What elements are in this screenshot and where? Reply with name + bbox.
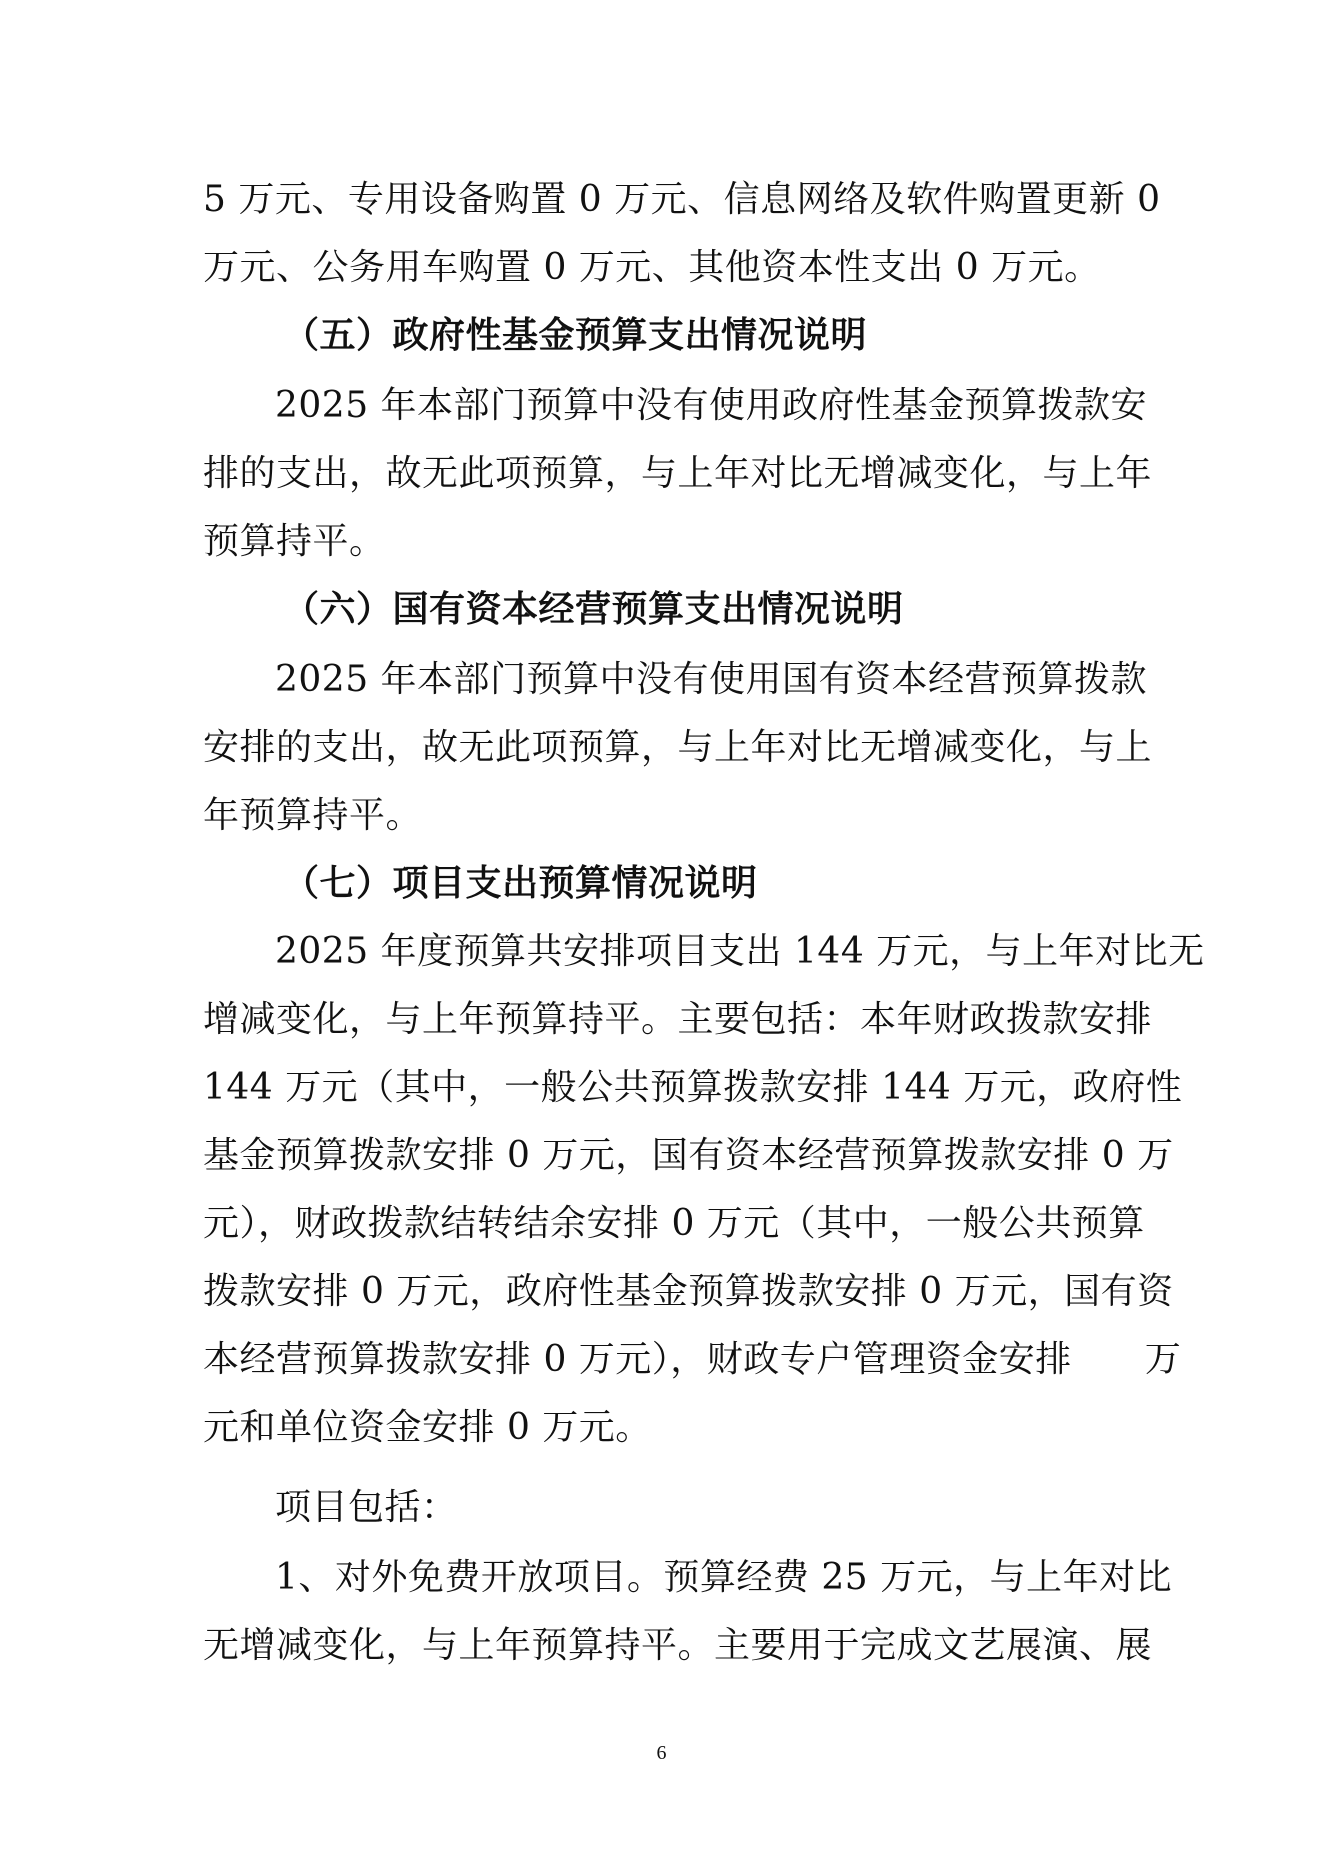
body-text-line: 排的支出，故无此项预算，与上年对比无增减变化，与上年 [203, 453, 1153, 494]
body-text-line: 2025 年本部门预算中没有使用政府性基金预算拨款安 [275, 385, 1148, 426]
body-text-line: 预算持平。 [203, 521, 386, 562]
body-text-line: 项目包括： [275, 1487, 458, 1528]
body-text-line: 5 万元、专用设备购置 0 万元、信息网络及软件购置更新 0 [203, 179, 1161, 220]
body-text-line: 元和单位资金安排 0 万元。 [203, 1407, 652, 1448]
body-text-line: 元），财政拨款结转结余安排 0 万元（其中，一般公共预算 [203, 1203, 1145, 1244]
body-text-line: 基金预算拨款安排 0 万元，国有资本经营预算拨款安排 0 万 [203, 1135, 1174, 1176]
body-text-line: 144 万元（其中，一般公共预算拨款安排 144 万元，政府性 [203, 1067, 1183, 1108]
body-text-line: 安排的支出，故无此项预算，与上年对比无增减变化，与上 [203, 727, 1153, 768]
body-text-line: 本经营预算拨款安排 0 万元），财政专户管理资金安排 万 [203, 1339, 1182, 1380]
section-heading-5: （五）政府性基金预算支出情况说明 [283, 315, 868, 356]
body-text-line: 2025 年本部门预算中没有使用国有资本经营预算拨款 [275, 659, 1148, 700]
page-number: 6 [656, 1742, 667, 1764]
body-text-line: 2025 年度预算共安排项目支出 144 万元，与上年对比无 [275, 931, 1205, 972]
section-heading-7: （七）项目支出预算情况说明 [283, 863, 758, 904]
body-text-line: 增减变化，与上年预算持平。主要包括：本年财政拨款安排 [203, 999, 1153, 1040]
section-heading-6: （六）国有资本经营预算支出情况说明 [283, 589, 904, 630]
body-text-line: 无增减变化，与上年预算持平。主要用于完成文艺展演、展 [203, 1625, 1153, 1666]
body-text-line: 拨款安排 0 万元，政府性基金预算拨款安排 0 万元，国有资 [203, 1271, 1174, 1312]
body-text-line: 万元、公务用车购置 0 万元、其他资本性支出 0 万元。 [203, 247, 1101, 288]
body-text-line: 年预算持平。 [203, 795, 423, 836]
body-text-line: 1、对外免费开放项目。预算经费 25 万元，与上年对比 [275, 1557, 1173, 1598]
